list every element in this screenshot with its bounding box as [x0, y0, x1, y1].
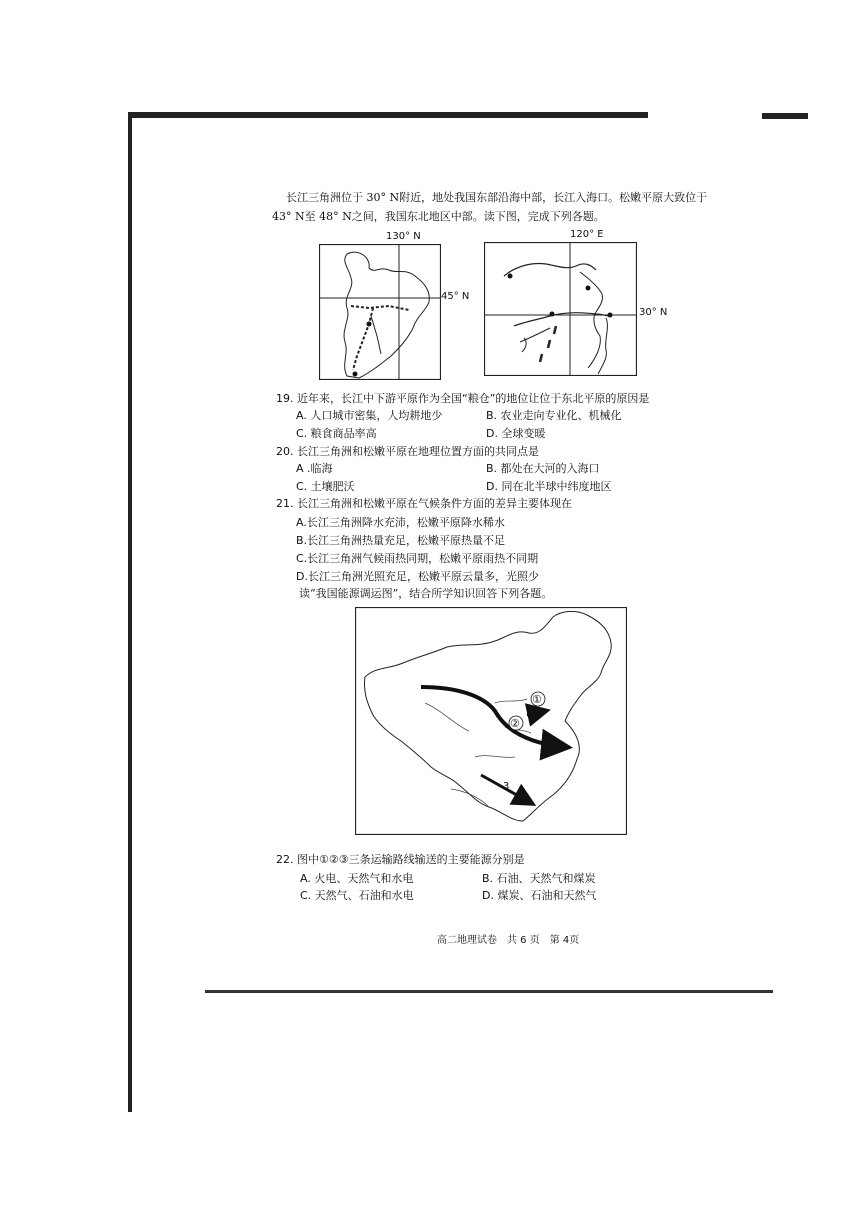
- route-2-label: ②: [510, 717, 520, 730]
- q21-option-a: A.长江三角洲降水充沛，松嫩平原降水稀水: [296, 516, 505, 529]
- scan-edge-right: [762, 113, 808, 119]
- map1-lon-label: 130° N: [386, 231, 421, 242]
- energy-transport-map: [355, 607, 627, 835]
- intro-line-2: 43° N至 48° N之间，我国东北地区中部。读下图，完成下列各题。: [272, 210, 605, 223]
- q22-option-a: A. 火电、天然气和水电: [300, 872, 414, 885]
- q20-option-a: A .临海: [296, 462, 333, 475]
- q19-stem: 19. 近年来，长江中下游平原作为全国“粮仓”的地位让位于东北平原的原因是: [276, 392, 650, 405]
- scan-edge-left: [128, 112, 132, 1112]
- q19-option-d: D. 全球变暖: [486, 427, 546, 440]
- q20-stem: 20. 长江三角洲和松嫩平原在地理位置方面的共同点是: [276, 445, 539, 458]
- route-1-label: ①: [532, 693, 542, 706]
- energy-map-intro: 读“我国能源调运图”，结合所学知识回答下列各题。: [299, 587, 553, 600]
- q22-option-b: B. 石油、天然气和煤炭: [482, 872, 596, 885]
- intro-line-1: 长江三角洲位于 30° N附近，地处我国东部沿海中部，长江入海口。松嫩平原大致位于: [286, 191, 708, 204]
- scan-edge-top: [128, 112, 648, 118]
- q21-option-c: C.长江三角洲气候雨热同期，松嫩平原雨热不同期: [296, 552, 539, 565]
- map2-lat-label: 30° N: [639, 307, 668, 318]
- q20-option-c: C. 土壤肥沃: [296, 480, 355, 493]
- route-3-label: 3: [503, 781, 510, 792]
- scan-bottom-line: [205, 990, 773, 993]
- q19-option-c: C. 粮食商品率高: [296, 427, 377, 440]
- map2-lon-label: 120° E: [570, 229, 604, 240]
- q19-option-b: B. 农业走向专业化、机械化: [486, 409, 622, 422]
- q22-stem: 22. 图中①②③三条运输路线输送的主要能源分别是: [276, 853, 525, 866]
- q21-option-d: D.长江三角洲光照充足，松嫩平原云量多，光照少: [296, 570, 539, 583]
- q22-option-d: D. 煤炭、石油和天然气: [482, 889, 597, 902]
- page-footer: 高二地理试卷 共 6 页 第 4页: [437, 935, 580, 946]
- q21-option-b: B.长江三角洲热量充足，松嫩平原热量不足: [296, 534, 506, 547]
- q20-option-d: D. 同在北半球中纬度地区: [486, 480, 612, 493]
- songnen-plain-map: [319, 244, 441, 380]
- q21-stem: 21. 长江三角洲和松嫩平原在气候条件方面的差异主要体现在: [276, 497, 572, 510]
- map1-lat-label: 45° N: [441, 291, 470, 302]
- yangtze-delta-map: [484, 242, 637, 376]
- q20-option-b: B. 都处在大河的入海口: [486, 462, 600, 475]
- q22-option-c: C. 天然气、石油和水电: [300, 889, 414, 902]
- q19-option-a: A. 人口城市密集，人均耕地少: [296, 409, 443, 422]
